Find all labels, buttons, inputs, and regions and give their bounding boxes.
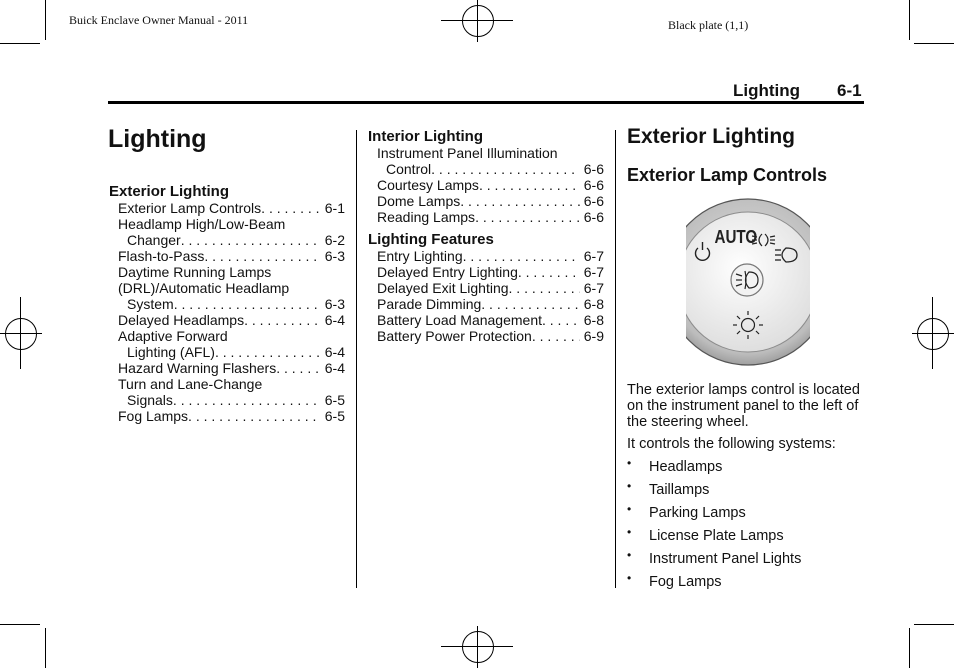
toc-page-number: 6-5 <box>324 392 345 408</box>
bullet-icon: • <box>627 456 632 470</box>
toc-entry-row <box>368 280 604 296</box>
toc-entry-title: Delayed Exit Lighting <box>377 280 509 296</box>
header-rule <box>108 101 864 104</box>
toc-entry-row <box>109 200 345 216</box>
list-item-text: Fog Lamps <box>649 574 722 590</box>
toc-leader-dots <box>475 209 580 225</box>
toc-entry-title: Flash-to-Pass <box>118 248 205 264</box>
toc-entry-title: Signals <box>127 392 173 408</box>
intro-paragraph: The exterior lamps control is located on the instrument panel to the left of the steering wheel. <box>627 382 860 430</box>
toc-entry-title: Changer <box>127 232 181 248</box>
systems-intro: It controls the following systems: <box>627 436 836 452</box>
toc-entry[interactable] <box>109 248 345 264</box>
toc-entry-title: Battery Power Protection <box>377 328 532 344</box>
list-item-text: License Plate Lamps <box>649 528 784 544</box>
toc-entry-row <box>368 177 604 193</box>
bullet-icon: • <box>627 571 632 585</box>
toc-entry-row <box>109 312 345 328</box>
toc-entry-title: System <box>127 296 174 312</box>
toc-page-number: 6-6 <box>583 193 604 209</box>
toc-leader-dots <box>181 232 321 248</box>
toc-page-number: 6-8 <box>583 312 604 328</box>
toc-entry-row <box>368 312 604 328</box>
toc-entry-row <box>368 328 604 344</box>
toc-entry[interactable] <box>368 177 604 193</box>
list-item-text: Parking Lamps <box>649 505 746 521</box>
toc-leader-dots <box>460 193 580 209</box>
toc-section-heading: Interior Lighting <box>368 128 483 145</box>
toc-entry[interactable] <box>368 209 604 225</box>
toc-entry-row <box>109 392 345 408</box>
toc-section-heading: Lighting Features <box>368 231 494 248</box>
toc-leader-dots <box>509 280 580 296</box>
toc-entry[interactable] <box>109 408 345 424</box>
toc-entry-title: Exterior Lamp Controls <box>118 200 262 216</box>
toc-entry[interactable] <box>368 328 604 344</box>
toc-entry-line: (DRL)/Automatic Headlamp <box>118 280 290 296</box>
toc-leader-dots <box>542 312 580 328</box>
toc-entry-title: Delayed Headlamps <box>118 312 245 328</box>
print-header-left: Buick Enclave Owner Manual - 2011 <box>69 13 249 27</box>
toc-page-number: 6-7 <box>583 248 604 264</box>
list-item-text: Instrument Panel Lights <box>649 551 802 567</box>
toc-entry-row <box>368 209 604 225</box>
toc-entry-row <box>368 248 604 264</box>
toc-leader-dots <box>173 392 321 408</box>
toc-column-1 <box>109 183 345 424</box>
toc-page-number: 6-5 <box>324 408 345 424</box>
toc-entry-row <box>109 296 345 312</box>
toc-page-number: 6-4 <box>324 344 345 360</box>
toc-entry-title: Entry Lighting <box>377 248 463 264</box>
toc-entry-title: Reading Lamps <box>377 209 476 225</box>
bullet-icon: • <box>627 479 632 493</box>
toc-entry-title: Dome Lamps <box>377 193 461 209</box>
toc-entry-title: Courtesy Lamps <box>377 177 479 193</box>
toc-leader-dots <box>276 360 321 376</box>
toc-entry-line: Turn and Lane-Change <box>118 376 263 392</box>
toc-section-entries <box>368 248 604 344</box>
toc-entry[interactable] <box>368 193 604 209</box>
toc-leader-dots <box>481 296 580 312</box>
print-header-right: Black plate (1,1) <box>668 18 749 32</box>
toc-entry[interactable] <box>368 248 604 264</box>
toc-page-number: 6-6 <box>583 209 604 225</box>
toc-section-entries <box>368 145 604 225</box>
list-item <box>627 525 865 551</box>
list-item <box>627 571 865 597</box>
toc-leader-dots <box>174 296 321 312</box>
toc-leader-dots <box>479 177 580 193</box>
toc-entry-line: Headlamp High/Low-Beam <box>118 216 286 232</box>
toc-entry[interactable] <box>109 376 345 408</box>
toc-entry-row <box>368 264 604 280</box>
list-item <box>627 548 865 574</box>
list-item-text: Headlamps <box>649 459 723 475</box>
list-item <box>627 502 865 528</box>
toc-entry-row <box>368 161 604 177</box>
toc-leader-dots <box>244 312 321 328</box>
toc-entry-title: Fog Lamps <box>118 408 189 424</box>
list-item <box>627 479 865 505</box>
toc-section-entries <box>109 200 345 424</box>
toc-entry-line: Adaptive Forward <box>118 328 228 344</box>
toc-leader-dots <box>215 344 321 360</box>
fog-lamp-button <box>731 264 763 296</box>
toc-leader-dots <box>204 248 320 264</box>
toc-column-2 <box>368 128 604 344</box>
toc-page-number: 6-2 <box>324 232 345 248</box>
toc-entry-row <box>109 344 345 360</box>
toc-entry-title: Parade Dimming <box>377 296 482 312</box>
toc-leader-dots <box>188 408 321 424</box>
list-item <box>627 456 865 482</box>
toc-entry-row <box>368 296 604 312</box>
toc-page-number: 6-3 <box>324 296 345 312</box>
toc-entry[interactable] <box>368 145 604 177</box>
toc-entry[interactable] <box>109 360 345 376</box>
toc-entry-row <box>109 408 345 424</box>
toc-entry[interactable] <box>368 312 604 328</box>
toc-entry-line: Instrument Panel Illumination <box>377 145 558 161</box>
toc-page-number: 6-8 <box>583 296 604 312</box>
toc-entry-title: Hazard Warning Flashers <box>118 360 277 376</box>
toc-entry[interactable] <box>368 280 604 296</box>
content-subheading: Exterior Lamp Controls <box>627 165 828 185</box>
systems-list <box>627 456 865 597</box>
bullet-icon: • <box>627 525 632 539</box>
bullet-icon: • <box>627 548 632 562</box>
toc-entry-title: Delayed Entry Lighting <box>377 264 518 280</box>
toc-page-number: 6-4 <box>324 312 345 328</box>
toc-leader-dots <box>261 200 321 216</box>
column-divider-2 <box>615 130 616 588</box>
toc-page-number: 6-1 <box>324 200 345 216</box>
toc-page-number: 6-3 <box>324 248 345 264</box>
toc-page-number: 6-6 <box>583 161 604 177</box>
toc-leader-dots <box>532 328 580 344</box>
toc-page-number: 6-7 <box>583 264 604 280</box>
toc-entry[interactable] <box>109 200 345 216</box>
toc-entry[interactable] <box>109 216 345 248</box>
running-header-section: Lighting <box>733 81 801 100</box>
toc-entry-row <box>109 360 345 376</box>
toc-entry[interactable] <box>368 264 604 280</box>
auto-label: AUTO <box>714 226 758 248</box>
toc-entry[interactable] <box>109 312 345 328</box>
toc-entry[interactable] <box>109 328 345 360</box>
toc-section-heading: Exterior Lighting <box>109 183 229 200</box>
toc-entry-title: Control <box>386 161 432 177</box>
toc-entry-row <box>109 248 345 264</box>
bullet-icon: • <box>627 502 632 516</box>
toc-entry-title: Battery Load Management <box>377 312 542 328</box>
toc-entry-title: Lighting (AFL) <box>127 344 215 360</box>
toc-page-number: 6-4 <box>324 360 345 376</box>
column-divider-1 <box>356 130 357 588</box>
toc-entry-row <box>109 232 345 248</box>
toc-title: Lighting <box>108 125 207 153</box>
toc-entry[interactable] <box>109 264 345 312</box>
toc-entry-line: Daytime Running Lamps <box>118 264 272 280</box>
content-heading: Exterior Lighting <box>627 125 795 148</box>
exterior-lamp-control-illustration <box>686 198 810 368</box>
toc-page-number: 6-6 <box>583 177 604 193</box>
toc-page-number: 6-7 <box>583 280 604 296</box>
toc-page-number: 6-9 <box>583 328 604 344</box>
toc-entry-row <box>368 193 604 209</box>
toc-leader-dots <box>518 264 580 280</box>
toc-leader-dots <box>431 161 580 177</box>
running-header-page: 6-1 <box>837 81 862 100</box>
list-item-text: Taillamps <box>649 482 710 498</box>
toc-entry[interactable] <box>368 296 604 312</box>
toc-leader-dots <box>463 248 580 264</box>
